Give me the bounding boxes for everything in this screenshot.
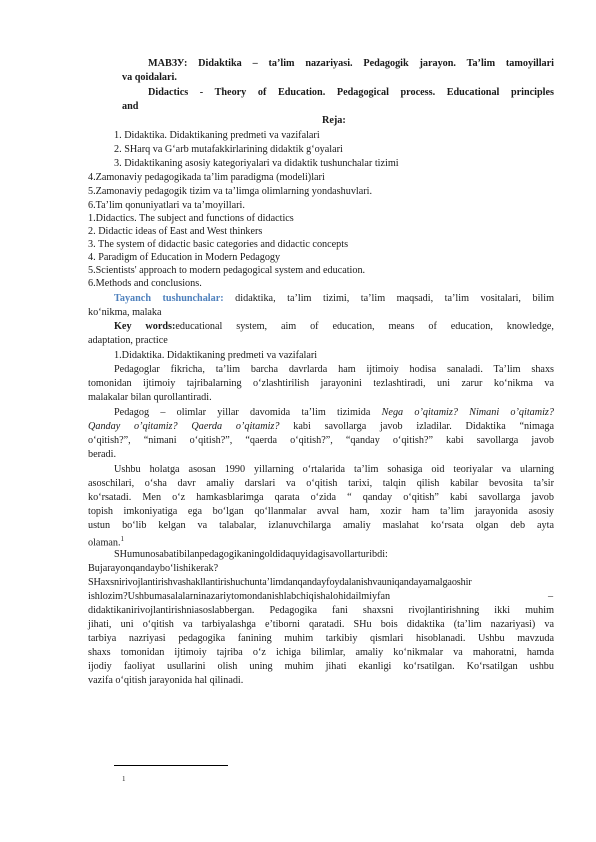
plan-item: 2. SHarq va G‘arb mutafakkirlarining didaktik g‘oyalari	[114, 144, 343, 155]
plan-heading: Reja:	[322, 115, 346, 126]
paragraph-line: vazifa o‘qitish jarayonida hal qilinadi.	[88, 675, 244, 686]
paragraph-line: malakalar bilan qurollantiradi.	[88, 392, 212, 403]
paragraph-line: olaman.$^1$	[88, 535, 125, 549]
keywords-en-label: Key words:	[114, 321, 176, 332]
footnote-separator	[114, 765, 228, 766]
paragraph-line: topish imkoniyatiga ega bo‘lgan qo‘llanmalar avval ham, xozir ham ta’lim jarayonida asosiy	[88, 506, 554, 517]
title-en-line-1: Didactics - Theory of Education. Pedagogical process. Educational principles	[148, 87, 554, 98]
paragraph-line: Pedagog – olimlar yillar davomida ta’lim tizimida Nega o’qitamiz? Nimani o’qitamiz?	[114, 407, 554, 418]
title-en-line-2: and	[122, 101, 139, 112]
plan-item: 1. Didaktika. Didaktikaning predmeti va vazifalari	[114, 130, 320, 141]
keywords-uz-label: Tayanch tushunchalar:	[114, 293, 224, 304]
plan-item: 4. Paradigm of Education in Modern Pedagogy	[88, 252, 281, 263]
paragraph-line: Bujarayonqandaybo‘lishikerak?	[88, 563, 219, 574]
paragraph-line: Qanday o’qitamiz? Qaerda o’qitamiz? kabi savollarga javob izladilar. Didaktika “nimaga	[88, 421, 554, 432]
paragraph-dash: –	[548, 591, 554, 602]
plan-item: 2. Didactic ideas of East and West thinkers	[88, 226, 263, 237]
plan-item: 5.Zamonaviy pedagogik tizim va ta’limga olimlarning yondashuvlari.	[88, 186, 373, 197]
plan-item: 6.Methods and conclusions.	[88, 278, 202, 289]
paragraph-line: Pedagoglar fikricha, ta’lim barcha davrlarda ham ijtimoiy hodisa sanaladi. Ta’lim shaxs	[114, 364, 554, 375]
paragraph-line: ijodiy faoliyat usullarini olish uning muhim jihati ekanligi ko‘rsatilgan. Ko‘rsatilgan ushbu	[88, 661, 554, 672]
plan-item: 5.Scientists' approach to modern pedagogical system and education.	[88, 265, 366, 276]
plan-item: 1.Didactics. The subject and functions of didactics	[88, 213, 294, 224]
paragraph-line: SHaxsnirivojlantirishvashakllantirishuchunta’limdanqandayfoydalanishvauniqandayamalgaoshir	[88, 577, 472, 588]
paragraph-line: shaxs tomonidan ijtimoiy tajriba o‘z ichiga bilimlar, amaliy ko‘nikmalar va mahoratni, hamda	[88, 647, 554, 658]
paragraph-line: didaktikanirivojlantirishniasoslabbergan. Pedagogika fani shaxsni rivojlantirishning ikki muhim	[88, 605, 554, 616]
plan-item: 3. The system of didactic basic categories and didactic concepts	[88, 239, 349, 250]
keywords-uz-line-2: ko‘nikma, malaka	[88, 307, 162, 318]
paragraph-line: ko‘rsatadi. Men o‘z hamkasblarimga qarata o‘zida “ qanday o‘qitish” kabi savollarga javob	[88, 492, 554, 503]
keywords-en-line-1: Key words:educational system, aim of education, means of education, knowledge,	[114, 321, 554, 332]
paragraph-line: asoschilari, o‘sha davr amaliy darslari va o‘qitish tarixi, talqin qilish kabilar bevosita ta’sir	[88, 478, 554, 489]
paragraph-line: o‘qitish?”, “nimani o‘qitish?”, “qaerda o‘qitish?”, “qanday o‘qitish?” kabi savollarga javob	[88, 435, 554, 446]
footnote-reference[interactable]: 1	[120, 535, 125, 543]
plan-item: 6.Ta’lim qonuniyatlari va ta’moyillari.	[88, 200, 245, 211]
footnote-mark: 1	[122, 775, 126, 783]
paragraph-line: tomonidan ijtimoiy tajribalarning o‘zlashtirilish jarayonini tezlashtiradi, uni zarur ko‘nikma va	[88, 378, 554, 389]
title-uz-line-1: МАВЗУ: Didaktika – ta’lim nazariyasi. Pedagogik jarayon. Ta’lim tamoyillari	[148, 58, 554, 69]
plan-item: 4.Zamonaviy pedagogikada ta’lim paradigma (modeli)lari	[88, 172, 325, 183]
paragraph-line: Ushbu holatga asosan 1990 yillarning o‘rtalarida ta’lim sohasiga oid teoriyalar va ularning	[114, 464, 554, 475]
plan-item: 3. Didaktikaning asosiy kategoriyalari va didaktik tushunchalar tizimi	[114, 158, 399, 169]
paragraph-line: ustun bo‘lib kelgan va talabalar, izlanuvchilarga amaliy maslahat ko‘rsata olgan deb ayta	[88, 520, 554, 531]
paragraph-line: tarbiya nazriyasi pedagogika fanining muhim tarkibiy qismlari hisoblanadi. Ushbu mavzuda	[88, 633, 554, 644]
paragraph-line: beradi.	[88, 449, 117, 460]
paragraph-line: jihati, uni o‘qitish va tarbiyalashga e’tiborni qaratadi. SHu bois didaktika (ta’lim nazariyasi) va	[88, 619, 554, 630]
keywords-en-line-2: adaptation, practice	[88, 335, 168, 346]
paragraph-line: SHumunosabatibilanpedagogikaningoldidaquyidagisavollarturibdi:	[114, 549, 388, 560]
paragraph-line: ishlozim?Ushbumasalalarninazariytomondanishlabchiqishalohidailmiyfan	[88, 591, 391, 602]
keywords-uz-line-1: Tayanch tushunchalar: didaktika, ta’lim tizimi, ta’lim maqsadi, ta’lim vositalari, bilim	[114, 293, 554, 304]
section-heading: 1.Didaktika. Didaktikaning predmeti va vazifalari	[114, 350, 318, 361]
title-uz-line-2: va qoidalari.	[122, 72, 177, 83]
